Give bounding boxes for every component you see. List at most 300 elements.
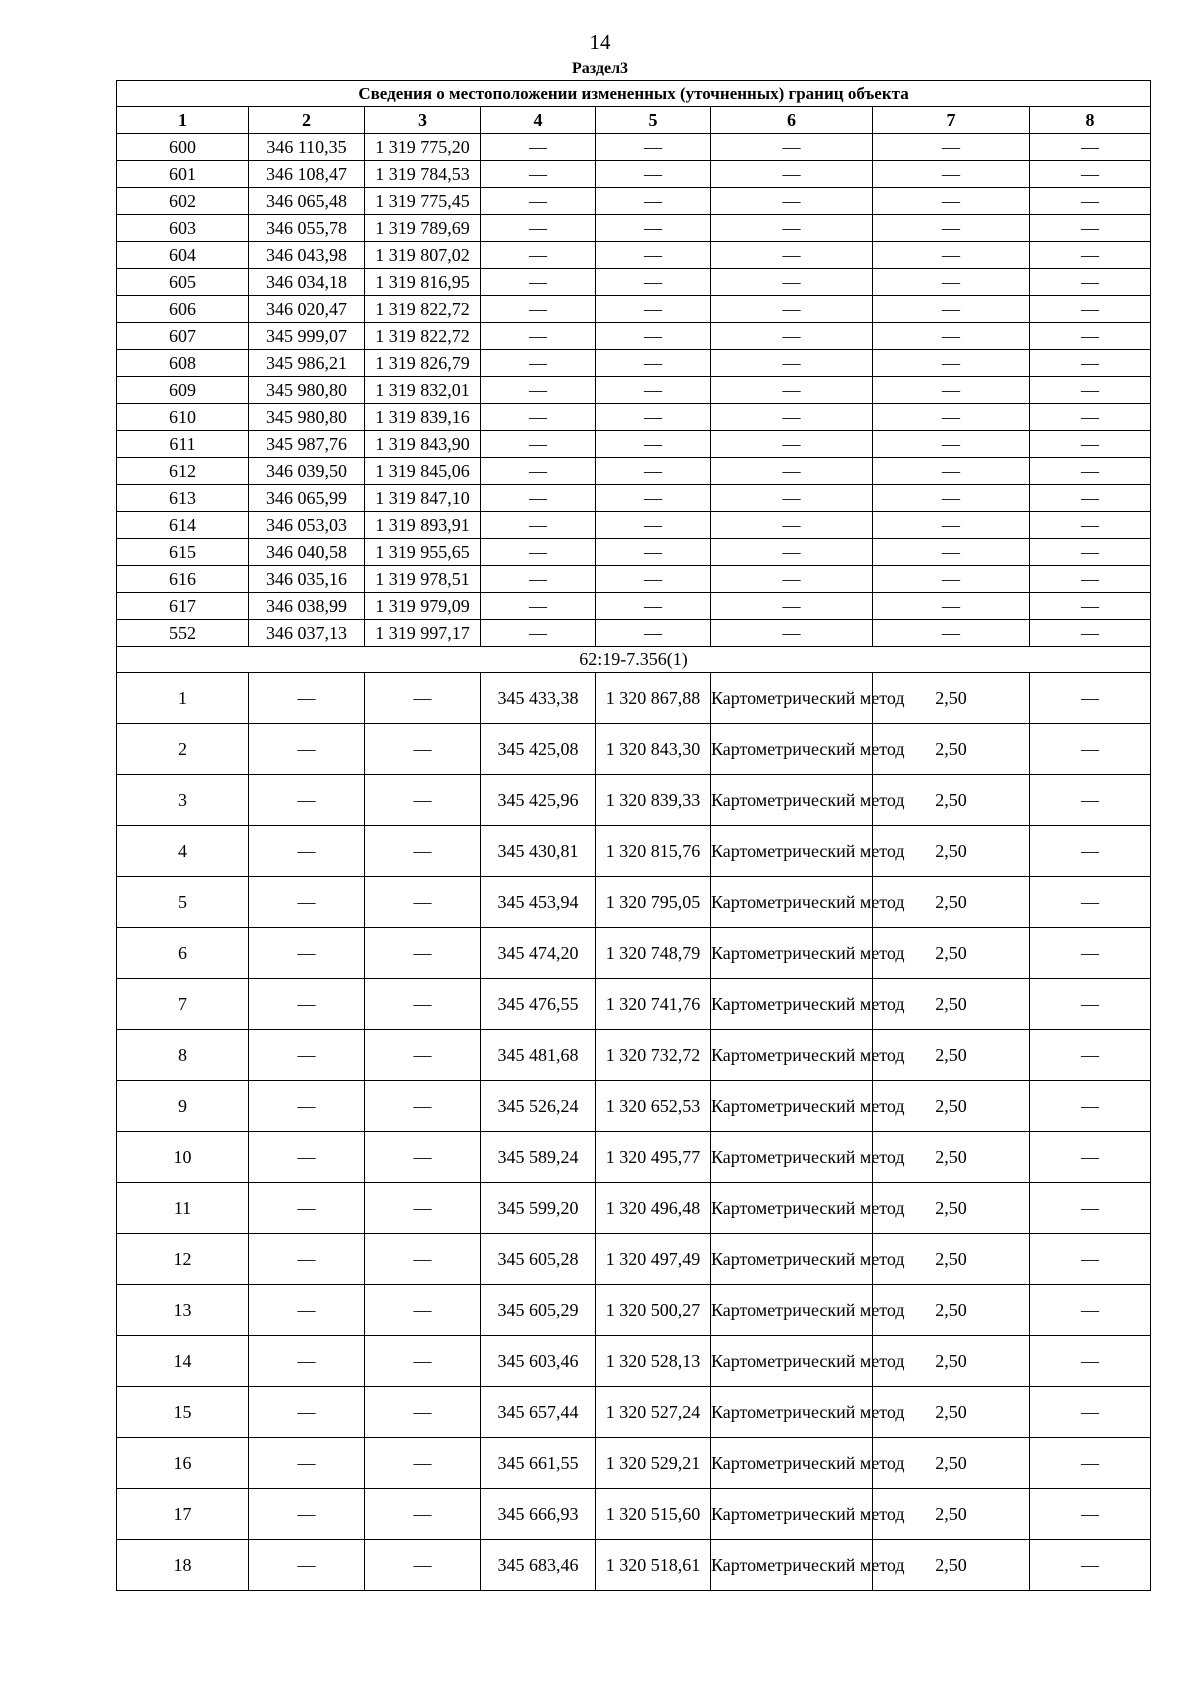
accuracy-value: 2,50 [873, 1285, 1030, 1336]
empty-value-dash: — [481, 269, 596, 296]
point-number: 5 [117, 877, 249, 928]
point-number: 2 [117, 724, 249, 775]
empty-value-dash: — [596, 350, 711, 377]
empty-value-dash: — [711, 350, 873, 377]
new-y-coordinate: 1 320 497,49 [596, 1234, 711, 1285]
accuracy-value: 2,50 [873, 775, 1030, 826]
empty-value-dash: — [365, 1540, 481, 1591]
empty-value-dash: — [711, 431, 873, 458]
table-row [117, 1030, 1151, 1081]
new-y-coordinate: 1 320 843,30 [596, 724, 711, 775]
existing-y-coordinate: 1 319 789,69 [365, 215, 481, 242]
existing-y-coordinate: 1 319 847,10 [365, 485, 481, 512]
empty-value-dash: — [873, 161, 1030, 188]
empty-value-dash: — [1030, 1285, 1151, 1336]
empty-value-dash: — [1030, 431, 1151, 458]
existing-x-coordinate: 346 035,16 [249, 566, 365, 593]
empty-value-dash: — [249, 1183, 365, 1234]
empty-value-dash: — [711, 620, 873, 647]
determination-method: Картометрический метод [711, 1540, 873, 1591]
existing-y-coordinate: 1 319 775,20 [365, 134, 481, 161]
existing-y-coordinate: 1 319 807,02 [365, 242, 481, 269]
table-row [117, 1438, 1151, 1489]
new-y-coordinate: 1 320 528,13 [596, 1336, 711, 1387]
table-row [117, 485, 1151, 512]
table-row [117, 1234, 1151, 1285]
empty-value-dash: — [1030, 242, 1151, 269]
empty-value-dash: — [481, 512, 596, 539]
existing-x-coordinate: 346 040,58 [249, 539, 365, 566]
existing-y-coordinate: 1 319 826,79 [365, 350, 481, 377]
new-x-coordinate: 345 666,93 [481, 1489, 596, 1540]
point-number: 18 [117, 1540, 249, 1591]
empty-value-dash: — [873, 323, 1030, 350]
new-x-coordinate: 345 425,96 [481, 775, 596, 826]
empty-value-dash: — [1030, 296, 1151, 323]
column-header: 4 [481, 107, 596, 134]
table-row [117, 539, 1151, 566]
table-row [117, 512, 1151, 539]
empty-value-dash: — [1030, 539, 1151, 566]
empty-value-dash: — [249, 877, 365, 928]
table-row [117, 296, 1151, 323]
new-y-coordinate: 1 320 515,60 [596, 1489, 711, 1540]
point-number: 604 [117, 242, 249, 269]
empty-value-dash: — [365, 724, 481, 775]
empty-value-dash: — [873, 593, 1030, 620]
column-header-row [117, 107, 1151, 134]
point-number: 610 [117, 404, 249, 431]
point-number: 1 [117, 673, 249, 724]
new-x-coordinate: 345 433,38 [481, 673, 596, 724]
existing-y-coordinate: 1 319 979,09 [365, 593, 481, 620]
column-header: 6 [711, 107, 873, 134]
existing-y-coordinate: 1 319 997,17 [365, 620, 481, 647]
empty-value-dash: — [249, 1081, 365, 1132]
determination-method: Картометрический метод [711, 673, 873, 724]
empty-value-dash: — [1030, 1540, 1151, 1591]
table-caption-row [117, 81, 1151, 107]
empty-value-dash: — [1030, 269, 1151, 296]
new-x-coordinate: 345 683,46 [481, 1540, 596, 1591]
new-x-coordinate: 345 605,29 [481, 1285, 596, 1336]
empty-value-dash: — [711, 512, 873, 539]
point-number: 605 [117, 269, 249, 296]
determination-method: Картометрический метод [711, 775, 873, 826]
empty-value-dash: — [873, 269, 1030, 296]
empty-value-dash: — [365, 877, 481, 928]
empty-value-dash: — [873, 134, 1030, 161]
existing-y-coordinate: 1 319 784,53 [365, 161, 481, 188]
empty-value-dash: — [1030, 1336, 1151, 1387]
empty-value-dash: — [873, 242, 1030, 269]
empty-value-dash: — [873, 566, 1030, 593]
point-number: 11 [117, 1183, 249, 1234]
empty-value-dash: — [596, 161, 711, 188]
table-row [117, 1489, 1151, 1540]
new-x-coordinate: 345 589,24 [481, 1132, 596, 1183]
empty-value-dash: — [873, 620, 1030, 647]
table-row [117, 431, 1151, 458]
new-y-coordinate: 1 320 527,24 [596, 1387, 711, 1438]
table-row [117, 350, 1151, 377]
empty-value-dash: — [249, 1540, 365, 1591]
empty-value-dash: — [481, 134, 596, 161]
point-number: 3 [117, 775, 249, 826]
parcel-group-row [117, 647, 1151, 673]
accuracy-value: 2,50 [873, 877, 1030, 928]
existing-x-coordinate: 346 039,50 [249, 458, 365, 485]
point-number: 15 [117, 1387, 249, 1438]
empty-value-dash: — [711, 296, 873, 323]
empty-value-dash: — [365, 775, 481, 826]
existing-y-coordinate: 1 319 816,95 [365, 269, 481, 296]
existing-y-coordinate: 1 319 822,72 [365, 296, 481, 323]
empty-value-dash: — [596, 431, 711, 458]
new-y-coordinate: 1 320 518,61 [596, 1540, 711, 1591]
point-number: 4 [117, 826, 249, 877]
new-y-coordinate: 1 320 652,53 [596, 1081, 711, 1132]
table-row [117, 188, 1151, 215]
accuracy-value: 2,50 [873, 1489, 1030, 1540]
existing-y-coordinate: 1 319 893,91 [365, 512, 481, 539]
existing-x-coordinate: 346 110,35 [249, 134, 365, 161]
empty-value-dash: — [365, 979, 481, 1030]
point-number: 16 [117, 1438, 249, 1489]
empty-value-dash: — [596, 296, 711, 323]
new-x-coordinate: 345 657,44 [481, 1387, 596, 1438]
empty-value-dash: — [365, 1489, 481, 1540]
empty-value-dash: — [481, 161, 596, 188]
determination-method: Картометрический метод [711, 1081, 873, 1132]
table-row [117, 775, 1151, 826]
empty-value-dash: — [1030, 485, 1151, 512]
point-number: 17 [117, 1489, 249, 1540]
empty-value-dash: — [481, 323, 596, 350]
point-number: 602 [117, 188, 249, 215]
empty-value-dash: — [1030, 161, 1151, 188]
new-y-coordinate: 1 320 500,27 [596, 1285, 711, 1336]
empty-value-dash: — [596, 377, 711, 404]
existing-x-coordinate: 345 986,21 [249, 350, 365, 377]
existing-y-coordinate: 1 319 832,01 [365, 377, 481, 404]
determination-method: Картометрический метод [711, 1234, 873, 1285]
empty-value-dash: — [711, 269, 873, 296]
empty-value-dash: — [481, 620, 596, 647]
empty-value-dash: — [1030, 877, 1151, 928]
new-x-coordinate: 345 526,24 [481, 1081, 596, 1132]
table-row [117, 215, 1151, 242]
empty-value-dash: — [1030, 134, 1151, 161]
empty-value-dash: — [481, 566, 596, 593]
point-number: 603 [117, 215, 249, 242]
existing-x-coordinate: 345 980,80 [249, 377, 365, 404]
point-number: 601 [117, 161, 249, 188]
empty-value-dash: — [365, 928, 481, 979]
table-row [117, 673, 1151, 724]
accuracy-value: 2,50 [873, 1183, 1030, 1234]
point-number: 12 [117, 1234, 249, 1285]
empty-value-dash: — [1030, 1489, 1151, 1540]
accuracy-value: 2,50 [873, 673, 1030, 724]
empty-value-dash: — [873, 188, 1030, 215]
empty-value-dash: — [1030, 350, 1151, 377]
empty-value-dash: — [1030, 620, 1151, 647]
new-y-coordinate: 1 320 815,76 [596, 826, 711, 877]
new-x-coordinate: 345 605,28 [481, 1234, 596, 1285]
accuracy-value: 2,50 [873, 979, 1030, 1030]
empty-value-dash: — [596, 323, 711, 350]
empty-value-dash: — [1030, 593, 1151, 620]
table-row [117, 377, 1151, 404]
empty-value-dash: — [365, 1132, 481, 1183]
empty-value-dash: — [249, 1489, 365, 1540]
existing-x-coordinate: 345 987,76 [249, 431, 365, 458]
point-number: 13 [117, 1285, 249, 1336]
empty-value-dash: — [711, 242, 873, 269]
accuracy-value: 2,50 [873, 1438, 1030, 1489]
empty-value-dash: — [365, 1234, 481, 1285]
new-x-coordinate: 345 661,55 [481, 1438, 596, 1489]
empty-value-dash: — [365, 673, 481, 724]
table-row [117, 269, 1151, 296]
empty-value-dash: — [711, 485, 873, 512]
existing-y-coordinate: 1 319 843,90 [365, 431, 481, 458]
empty-value-dash: — [711, 566, 873, 593]
point-number: 609 [117, 377, 249, 404]
empty-value-dash: — [873, 377, 1030, 404]
empty-value-dash: — [481, 431, 596, 458]
empty-value-dash: — [481, 350, 596, 377]
empty-value-dash: — [481, 458, 596, 485]
empty-value-dash: — [596, 512, 711, 539]
empty-value-dash: — [365, 1285, 481, 1336]
table-row [117, 1285, 1151, 1336]
existing-y-coordinate: 1 319 845,06 [365, 458, 481, 485]
accuracy-value: 2,50 [873, 1081, 1030, 1132]
accuracy-value: 2,50 [873, 1030, 1030, 1081]
empty-value-dash: — [1030, 1132, 1151, 1183]
new-x-coordinate: 345 599,20 [481, 1183, 596, 1234]
table-row [117, 877, 1151, 928]
empty-value-dash: — [249, 775, 365, 826]
accuracy-value: 2,50 [873, 928, 1030, 979]
table-row [117, 458, 1151, 485]
accuracy-value: 2,50 [873, 1336, 1030, 1387]
point-number: 14 [117, 1336, 249, 1387]
section-title: Раздел3 [571, 60, 629, 77]
empty-value-dash: — [1030, 512, 1151, 539]
empty-value-dash: — [596, 458, 711, 485]
boundary-coordinates-table [116, 80, 1151, 1591]
new-y-coordinate: 1 320 867,88 [596, 673, 711, 724]
existing-y-coordinate: 1 319 822,72 [365, 323, 481, 350]
empty-value-dash: — [249, 1132, 365, 1183]
point-number: 608 [117, 350, 249, 377]
new-x-coordinate: 345 425,08 [481, 724, 596, 775]
new-x-coordinate: 345 476,55 [481, 979, 596, 1030]
empty-value-dash: — [1030, 673, 1151, 724]
empty-value-dash: — [1030, 566, 1151, 593]
empty-value-dash: — [711, 188, 873, 215]
column-header: 5 [596, 107, 711, 134]
determination-method: Картометрический метод [711, 1438, 873, 1489]
empty-value-dash: — [1030, 323, 1151, 350]
new-y-coordinate: 1 320 529,21 [596, 1438, 711, 1489]
point-number: 614 [117, 512, 249, 539]
table-row [117, 404, 1151, 431]
empty-value-dash: — [711, 458, 873, 485]
empty-value-dash: — [481, 593, 596, 620]
empty-value-dash: — [873, 404, 1030, 431]
table-row [117, 928, 1151, 979]
empty-value-dash: — [873, 458, 1030, 485]
point-number: 612 [117, 458, 249, 485]
existing-x-coordinate: 346 037,13 [249, 620, 365, 647]
empty-value-dash: — [596, 242, 711, 269]
table-row [117, 826, 1151, 877]
empty-value-dash: — [1030, 979, 1151, 1030]
column-header: 8 [1030, 107, 1151, 134]
point-number: 8 [117, 1030, 249, 1081]
existing-x-coordinate: 346 034,18 [249, 269, 365, 296]
empty-value-dash: — [249, 1234, 365, 1285]
new-x-coordinate: 345 430,81 [481, 826, 596, 877]
existing-x-coordinate: 346 043,98 [249, 242, 365, 269]
empty-value-dash: — [365, 1081, 481, 1132]
empty-value-dash: — [596, 566, 711, 593]
table-row [117, 724, 1151, 775]
empty-value-dash: — [249, 928, 365, 979]
accuracy-value: 2,50 [873, 1132, 1030, 1183]
empty-value-dash: — [365, 1387, 481, 1438]
empty-value-dash: — [249, 1387, 365, 1438]
determination-method: Картометрический метод [711, 1132, 873, 1183]
existing-x-coordinate: 345 980,80 [249, 404, 365, 431]
empty-value-dash: — [1030, 928, 1151, 979]
existing-y-coordinate: 1 319 955,65 [365, 539, 481, 566]
point-number: 9 [117, 1081, 249, 1132]
empty-value-dash: — [1030, 1438, 1151, 1489]
determination-method: Картометрический метод [711, 1285, 873, 1336]
new-x-coordinate: 345 474,20 [481, 928, 596, 979]
determination-method: Картометрический метод [711, 928, 873, 979]
empty-value-dash: — [365, 826, 481, 877]
point-number: 616 [117, 566, 249, 593]
empty-value-dash: — [711, 134, 873, 161]
empty-value-dash: — [1030, 404, 1151, 431]
point-number: 617 [117, 593, 249, 620]
table-row [117, 134, 1151, 161]
new-y-coordinate: 1 320 496,48 [596, 1183, 711, 1234]
existing-x-coordinate: 345 999,07 [249, 323, 365, 350]
accuracy-value: 2,50 [873, 1540, 1030, 1591]
new-y-coordinate: 1 320 732,72 [596, 1030, 711, 1081]
accuracy-value: 2,50 [873, 1234, 1030, 1285]
empty-value-dash: — [1030, 1234, 1151, 1285]
empty-value-dash: — [249, 1336, 365, 1387]
table-row [117, 1081, 1151, 1132]
empty-value-dash: — [873, 350, 1030, 377]
table-caption: Сведения о местоположении измененных (уточненных) границ объекта [117, 81, 1151, 107]
empty-value-dash: — [481, 404, 596, 431]
page-number: 14 [589, 30, 611, 54]
empty-value-dash: — [1030, 1387, 1151, 1438]
existing-x-coordinate: 346 065,99 [249, 485, 365, 512]
empty-value-dash: — [365, 1438, 481, 1489]
empty-value-dash: — [481, 188, 596, 215]
point-number: 7 [117, 979, 249, 1030]
point-number: 600 [117, 134, 249, 161]
empty-value-dash: — [596, 620, 711, 647]
table-row [117, 1336, 1151, 1387]
column-header: 7 [873, 107, 1030, 134]
empty-value-dash: — [1030, 1183, 1151, 1234]
empty-value-dash: — [873, 539, 1030, 566]
empty-value-dash: — [1030, 1081, 1151, 1132]
existing-x-coordinate: 346 065,48 [249, 188, 365, 215]
existing-x-coordinate: 346 108,47 [249, 161, 365, 188]
empty-value-dash: — [481, 539, 596, 566]
accuracy-value: 2,50 [873, 826, 1030, 877]
table-row [117, 566, 1151, 593]
column-header: 3 [365, 107, 481, 134]
point-number: 611 [117, 431, 249, 458]
accuracy-value: 2,50 [873, 724, 1030, 775]
empty-value-dash: — [481, 485, 596, 512]
existing-y-coordinate: 1 319 839,16 [365, 404, 481, 431]
determination-method: Картометрический метод [711, 1183, 873, 1234]
empty-value-dash: — [596, 215, 711, 242]
empty-value-dash: — [711, 377, 873, 404]
point-number: 552 [117, 620, 249, 647]
empty-value-dash: — [481, 242, 596, 269]
new-y-coordinate: 1 320 741,76 [596, 979, 711, 1030]
empty-value-dash: — [249, 979, 365, 1030]
existing-y-coordinate: 1 319 775,45 [365, 188, 481, 215]
empty-value-dash: — [365, 1030, 481, 1081]
determination-method: Картометрический метод [711, 1387, 873, 1438]
point-number: 606 [117, 296, 249, 323]
empty-value-dash: — [873, 296, 1030, 323]
existing-x-coordinate: 346 053,03 [249, 512, 365, 539]
determination-method: Картометрический метод [711, 1030, 873, 1081]
empty-value-dash: — [249, 673, 365, 724]
determination-method: Картометрический метод [711, 1489, 873, 1540]
empty-value-dash: — [365, 1183, 481, 1234]
accuracy-value: 2,50 [873, 1387, 1030, 1438]
empty-value-dash: — [873, 215, 1030, 242]
new-y-coordinate: 1 320 495,77 [596, 1132, 711, 1183]
empty-value-dash: — [596, 404, 711, 431]
point-number: 607 [117, 323, 249, 350]
determination-method: Картометрический метод [711, 1336, 873, 1387]
empty-value-dash: — [481, 215, 596, 242]
empty-value-dash: — [481, 377, 596, 404]
empty-value-dash: — [1030, 215, 1151, 242]
empty-value-dash: — [1030, 724, 1151, 775]
empty-value-dash: — [711, 215, 873, 242]
determination-method: Картометрический метод [711, 979, 873, 1030]
determination-method: Картометрический метод [711, 724, 873, 775]
table-row [117, 242, 1151, 269]
empty-value-dash: — [1030, 377, 1151, 404]
empty-value-dash: — [873, 431, 1030, 458]
empty-value-dash: — [1030, 826, 1151, 877]
table-row [117, 1540, 1151, 1591]
column-header: 2 [249, 107, 365, 134]
empty-value-dash: — [249, 1438, 365, 1489]
